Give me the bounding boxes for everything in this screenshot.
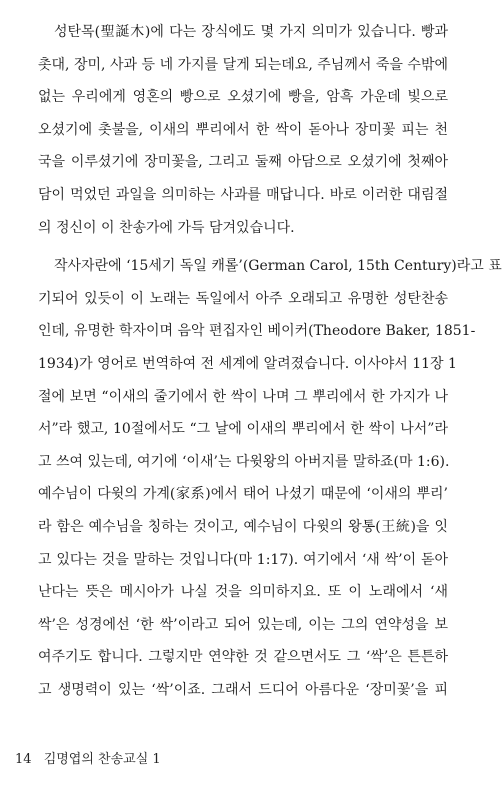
text-line: 예수님이 다윗의 가계(家系)에서 태어 나셨기 때문에 ‘이새의 뿌리’ — [38, 486, 448, 503]
page-footer — [15, 748, 161, 767]
text-line: 1934)가 영어로 번역하여 전 세계에 알려졌습니다. 이사야서 11장 1 — [38, 355, 457, 372]
paragraph-lyricist — [38, 250, 502, 706]
text-line: 절에 보면 “이새의 줄기에서 한 싹이 나며 그 뿌리에서 한 가지가 나 — [38, 388, 448, 405]
text-line: 오셨기에 촛불을, 이새의 뿌리에서 한 싹이 돋아나 장미꽃 피는 천 — [38, 121, 448, 138]
text-line: 싹’은 성경에선 ‘한 싹’이라고 되어 있는데, 이는 그의 연약성을 보 — [38, 616, 448, 633]
paragraph-ornaments — [38, 16, 448, 244]
page-number: 14 — [15, 752, 32, 767]
running-title: 김명엽의 찬송교실 1 — [43, 752, 161, 767]
text-line: 고 생명력이 있는 ‘싹’이죠. 그래서 드디어 아름다운 ‘장미꽃’을 피 — [38, 681, 448, 698]
text-line: 작사자란에 ‘15세기 독일 캐롤’(German Carol, 15th Century)라고 표 — [54, 258, 502, 275]
text-line: 여주기도 합니다. 그렇지만 연약한 것 같으면서도 그 ‘싹’은 튼튼하 — [38, 649, 448, 666]
text-line: 라 함은 예수님을 칭하는 것이고, 예수님이 다윗의 왕통(王統)을 잇 — [38, 518, 448, 535]
body-text — [38, 16, 502, 712]
text-line: 인데, 유명한 학자이며 음악 편집자인 베이커(Theodore Baker, 1851- — [38, 323, 476, 340]
text-line: 서”라 했고, 10절에서도 “그 날에 이새의 뿌리에서 한 싹이 나서”라 — [38, 421, 448, 438]
text-line: 촛대, 장미, 사과 등 네 가지를 달게 되는데요, 주님께서 죽을 수밖에 — [38, 56, 448, 73]
text-line: 기되어 있듯이 이 노래는 독일에서 아주 오래되고 유명한 성탄찬송 — [38, 290, 448, 307]
text-line: 의 정신이 이 찬송가에 가득 담겨있습니다. — [38, 219, 295, 236]
text-line: 국을 이루셨기에 장미꽃을, 그리고 둘째 아담으로 오셨기에 첫째아 — [38, 154, 448, 171]
text-line: 난다는 뜻은 메시아가 나실 것을 의미하지요. 또 이 노래에서 ‘새 — [38, 584, 448, 601]
text-line: 없는 우리에게 영혼의 빵으로 오셨기에 빵을, 암흑 가운데 빛으로 — [38, 89, 448, 106]
text-line: 고 쓰여 있는데, 여기에 ‘이새’는 다윗왕의 아버지를 말하죠(마 1:6). — [38, 453, 450, 470]
text-line: 성탄목(聖誕木)에 다는 장식에도 몇 가지 의미가 있습니다. 빵과 — [54, 24, 448, 40]
text-line: 고 있다는 것을 말하는 것입니다(마 1:17). 여기에서 ‘새 싹’이 돋아 — [38, 551, 448, 568]
text-line: 담이 먹었던 과일을 의미하는 사과를 매답니다. 바로 이러한 대림절 — [38, 186, 448, 203]
